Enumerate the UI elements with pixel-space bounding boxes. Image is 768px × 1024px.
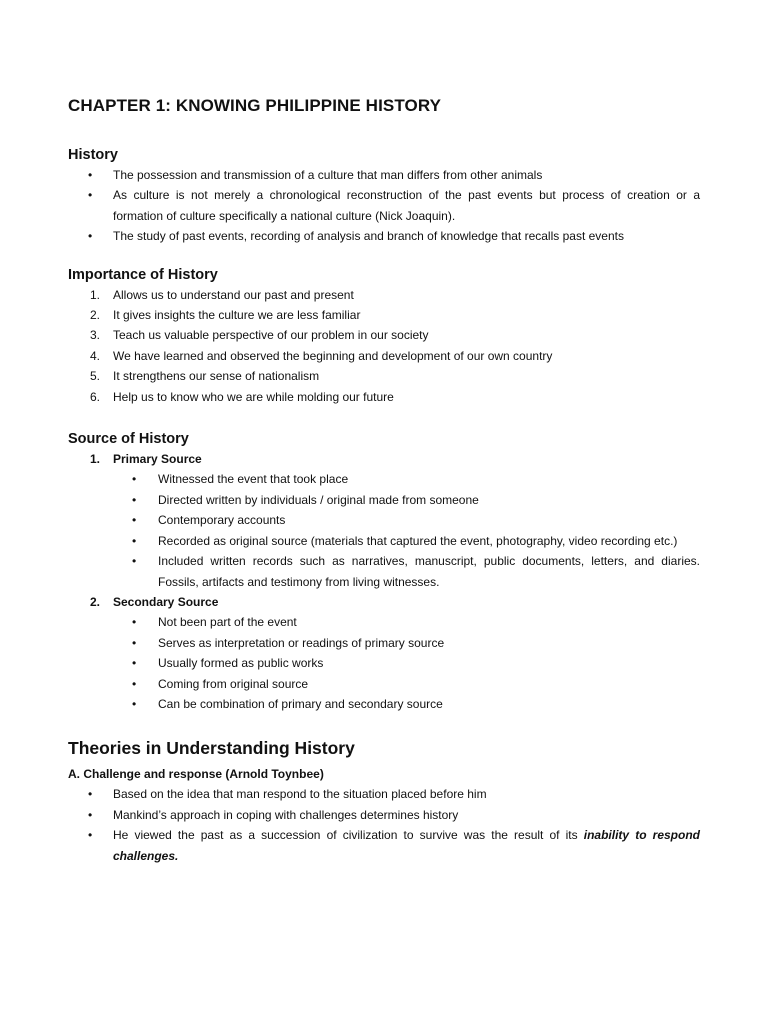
theory-item: • Mankind’s approach in coping with challenges determines history xyxy=(68,805,700,825)
secondary-source-item: • Usually formed as public works xyxy=(68,653,700,673)
importance-item: 6. Help us to know who we are while molding our future xyxy=(90,389,394,404)
primary-source-item: • Contemporary accounts xyxy=(68,510,700,530)
bullet: • xyxy=(132,656,137,671)
bullet: • xyxy=(88,188,93,203)
primary-source-item: • Witnessed the event that took place xyxy=(68,469,700,489)
bullet: • xyxy=(132,472,137,487)
importance-item: 3. Teach us valuable perspective of our problem in our society xyxy=(90,328,429,343)
importance-heading: Importance of History xyxy=(68,266,218,283)
secondary-source-heading: 2. Secondary Source xyxy=(90,594,219,609)
emphasis-text: inability to respond challenges. xyxy=(113,828,700,863)
secondary-source-item: • Coming from original source xyxy=(68,674,700,694)
document-body xyxy=(68,93,700,866)
bullet: • xyxy=(132,513,137,528)
bullet: • xyxy=(88,807,93,822)
history-heading: History xyxy=(68,147,118,163)
bullet: • xyxy=(88,828,93,843)
bullet: • xyxy=(88,229,93,244)
challenge-response-heading: A. Challenge and response (Arnold Toynbee) xyxy=(68,767,324,782)
bullet: • xyxy=(132,696,137,711)
bullet: • xyxy=(88,168,93,182)
history-item: • As culture is not merely a chronological reconstruction of the past events but process of creation or a formation of culture specifically a national culture (Nick Joaquin). xyxy=(68,185,700,226)
secondary-source-item: • Can be combination of primary and secondary source xyxy=(68,694,700,714)
history-item: • The study of past events, recording of analysis and branch of knowledge that recalls past events xyxy=(68,226,700,246)
bullet: • xyxy=(88,787,93,802)
primary-source-list xyxy=(68,469,700,591)
importance-list xyxy=(68,285,700,407)
primary-source-item: • Recorded as original source (materials that captured the event, photography, video recording etc.) xyxy=(68,531,700,551)
secondary-source-list xyxy=(68,612,700,714)
importance-item: 4. We have learned and observed the beginning and development of our own country xyxy=(90,348,553,363)
bullet: • xyxy=(132,635,137,650)
importance-item: 1. Allows us to understand our past and present xyxy=(90,287,354,302)
importance-item: 5. It strengthens our sense of nationalism xyxy=(90,369,320,384)
primary-source-item: • Included written records such as narratives, manuscript, public documents, letters, and diaries. Fossils, artifacts and testimony from living witnesses. xyxy=(68,551,700,592)
chapter-title: CHAPTER 1: KNOWING PHILIPPINE HISTORY xyxy=(68,96,442,115)
theories-heading: Theories in Understanding History xyxy=(68,738,355,759)
history-list xyxy=(68,165,700,247)
bullet: • xyxy=(132,676,137,691)
history-item: • The possession and transmission of a culture that man differs from other animals xyxy=(68,165,700,185)
source-heading: Source of History xyxy=(68,431,189,448)
theories-list xyxy=(68,784,700,866)
bullet: • xyxy=(132,615,137,630)
primary-source-heading: 1. Primary Source xyxy=(90,452,202,467)
bullet: • xyxy=(132,554,137,569)
theory-item: • He viewed the past as a succession of civilization to survive was the result of its inability to respond challenges. xyxy=(68,825,700,866)
secondary-source-item: • Serves as interpretation or readings of primary source xyxy=(68,633,700,653)
primary-source-item: • Directed written by individuals / original made from someone xyxy=(68,490,700,510)
theory-item: • Based on the idea that man respond to the situation placed before him xyxy=(68,784,700,804)
importance-item: 2. It gives insights the culture we are less familiar xyxy=(90,308,361,323)
secondary-source-item: • Not been part of the event xyxy=(68,612,700,632)
bullet: • xyxy=(132,533,137,548)
bullet: • xyxy=(132,492,137,507)
